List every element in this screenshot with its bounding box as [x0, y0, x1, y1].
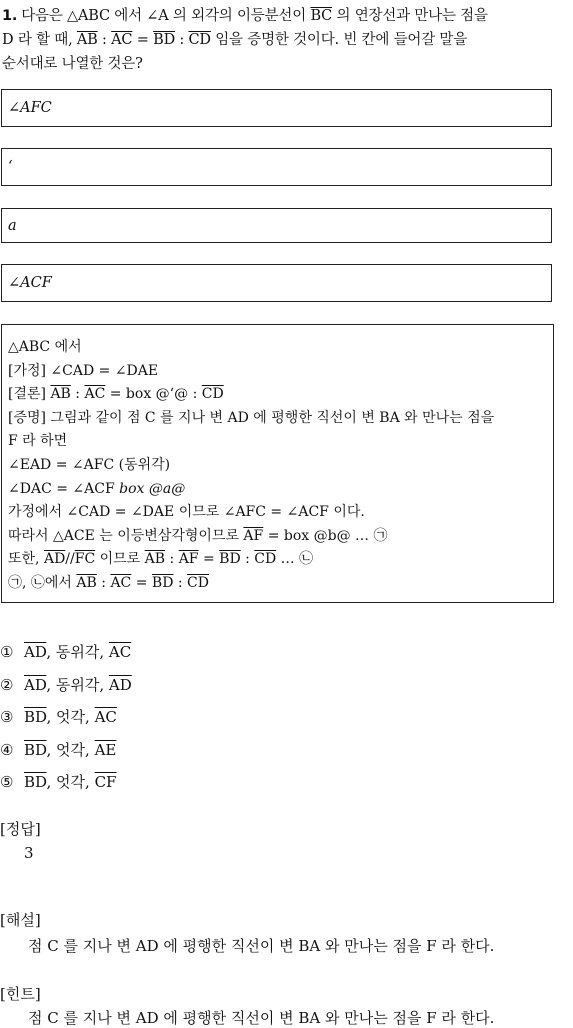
choice-segment: $\overline{BD}$: [24, 708, 47, 726]
proof-line: [8, 525, 547, 549]
proof-blank-a: box @a@: [119, 480, 186, 497]
proof-line: [8, 478, 547, 502]
proof-line: △ABC 에서: [8, 339, 82, 355]
segment-bd: $\overline{BD}$: [151, 574, 174, 591]
choice-2[interactable]: [0, 673, 132, 706]
choice-number: ①: [0, 643, 14, 661]
choice-number: ④: [0, 740, 14, 759]
answer-box-1-text: ∠AFC: [8, 100, 52, 116]
segment-cd: $\overline{CD}$: [201, 386, 224, 403]
question-line1: 다음은 △ABC 에서 ∠A 의 외각의 이등분선이: [21, 8, 311, 24]
segment-af: $\overline{AF}$: [178, 551, 199, 568]
proof-text: 또한,: [8, 551, 44, 568]
question-line2-end: 임을 증명한 것이다. 빈 칸에 들어갈 말을: [210, 32, 468, 48]
choice-text: , 엇각,: [46, 708, 95, 726]
hint-label: [힌트]: [0, 985, 41, 1003]
proof-text: ∠DAC = ∠ACF: [8, 480, 120, 497]
proof-line: 가정에서 ∠CAD = ∠DAE 이므로 ∠AFC = ∠ACF 이다.: [8, 504, 365, 521]
equals-sign: =: [132, 32, 154, 48]
answer-choices: [0, 640, 132, 803]
ratio-colon: :: [97, 32, 112, 48]
answer-box-3[interactable]: [1, 208, 552, 243]
segment-bc: $\overline{BC}$: [310, 8, 333, 24]
segment-af: $\overline{AF}$: [243, 527, 264, 544]
explanation-label: [해설]: [0, 911, 41, 929]
choice-segment: $\overline{BD}$: [24, 740, 47, 759]
choice-segment: $\overline{AE}$: [94, 740, 117, 759]
choice-text: , 엇각,: [46, 740, 95, 759]
proof-text: :: [240, 551, 255, 568]
proof-line: F 라 하면: [8, 433, 68, 450]
segment-bd: $\overline{BD}$: [219, 551, 241, 568]
proof-text: =: [198, 551, 220, 568]
proof-text: ㉠, ㉡에서: [8, 574, 77, 591]
choice-3[interactable]: [0, 705, 132, 738]
segment-bd: $\overline{BD}$: [153, 32, 175, 48]
segment-ad: $\overline{AD}$: [43, 551, 66, 568]
proof-text: 이므로: [95, 551, 145, 568]
question-text: [2, 4, 572, 76]
choice-segment: $\overline{AD}$: [108, 675, 132, 694]
segment-ab: $\overline{AB}$: [144, 551, 166, 568]
segment-ac: $\overline{AC}$: [111, 32, 133, 48]
choice-number: ③: [0, 708, 14, 726]
choice-5[interactable]: [0, 770, 132, 803]
proof-text: :: [96, 574, 111, 591]
hint-text: 점 C 를 지나 변 AD 에 평행한 직선이 변 BA 와 만나는 점을 F 라 한다.: [28, 1009, 495, 1027]
answer-box-4-text: ∠ACF: [8, 275, 52, 291]
proof-line: ∠EAD = ∠AFC (동위각): [8, 456, 171, 473]
segment-cd: $\overline{CD}$: [187, 574, 209, 591]
choice-segment: $\overline{AD}$: [24, 675, 47, 694]
proof-text: //: [65, 551, 75, 568]
proof-hypothesis: [가정] ∠CAD = ∠DAE: [8, 362, 159, 379]
proof-line: [8, 548, 547, 572]
segment-ac: $\overline{AC}$: [110, 574, 132, 591]
choice-segment: $\overline{AC}$: [108, 643, 132, 661]
choice-segment: $\overline{CF}$: [94, 773, 117, 791]
answer-box-2-text: ‘: [8, 159, 13, 175]
proof-text: … ㉡: [276, 551, 314, 568]
choice-text: , 동위각,: [46, 675, 109, 694]
answer-label: [정답]: [0, 820, 41, 838]
segment-cd: $\overline{CD}$: [254, 551, 277, 568]
question-line3: 순서대로 나열한 것은?: [2, 56, 143, 72]
proof-text: = box @‘@ :: [105, 386, 202, 403]
choice-segment: $\overline{AC}$: [94, 708, 117, 726]
choice-number: ②: [0, 675, 14, 694]
segment-ab: $\overline{AB}$: [76, 32, 98, 48]
choice-segment: $\overline{AD}$: [24, 643, 47, 661]
segment-fc: $\overline{FC}$: [74, 551, 96, 568]
proof-text: :: [165, 551, 179, 568]
choice-number: ⑤: [0, 773, 14, 791]
answer-value: 3: [24, 844, 34, 862]
choice-1[interactable]: [0, 640, 132, 673]
proof-line: [8, 572, 547, 596]
answer-box-3-text: a: [8, 217, 17, 234]
segment-ac: $\overline{AC}$: [84, 386, 106, 403]
proof-conclusion: [8, 383, 547, 407]
segment-ab: $\overline{AB}$: [50, 386, 71, 403]
proof-box: [1, 324, 554, 603]
answer-box-1[interactable]: [1, 89, 552, 127]
choice-segment: $\overline{BD}$: [24, 773, 47, 791]
proof-line: [증명] 그림과 같이 점 C 를 지나 변 AD 에 평행한 직선이 변 BA 와 만나는 점을: [8, 409, 495, 426]
proof-text: :: [70, 386, 85, 403]
choice-text: , 엇각,: [46, 773, 95, 791]
proof-text: :: [173, 574, 188, 591]
segment-cd: $\overline{CD}$: [188, 32, 211, 48]
segment-ab: $\overline{AB}$: [76, 574, 97, 591]
question-number: 1.: [2, 8, 18, 24]
answer-box-2[interactable]: [1, 148, 552, 186]
proof-text: 따라서 △ACE 는 이등변삼각형이므로: [8, 527, 244, 544]
proof-text: =: [131, 574, 152, 591]
choice-4[interactable]: [0, 738, 132, 771]
explanation-text: 점 C 를 지나 변 AD 에 평행한 직선이 변 BA 와 만나는 점을 F 라 한다.: [28, 937, 495, 955]
answer-box-4[interactable]: [1, 264, 552, 302]
proof-text: [결론]: [8, 386, 51, 403]
choice-text: , 동위각,: [46, 643, 109, 661]
proof-text: = box @b@ … ㉠: [263, 527, 388, 544]
question-line2: D 라 할 때,: [2, 32, 77, 48]
question-line1-end: 의 연장선과 만나는 점을: [332, 8, 488, 24]
ratio-colon: :: [175, 32, 189, 48]
